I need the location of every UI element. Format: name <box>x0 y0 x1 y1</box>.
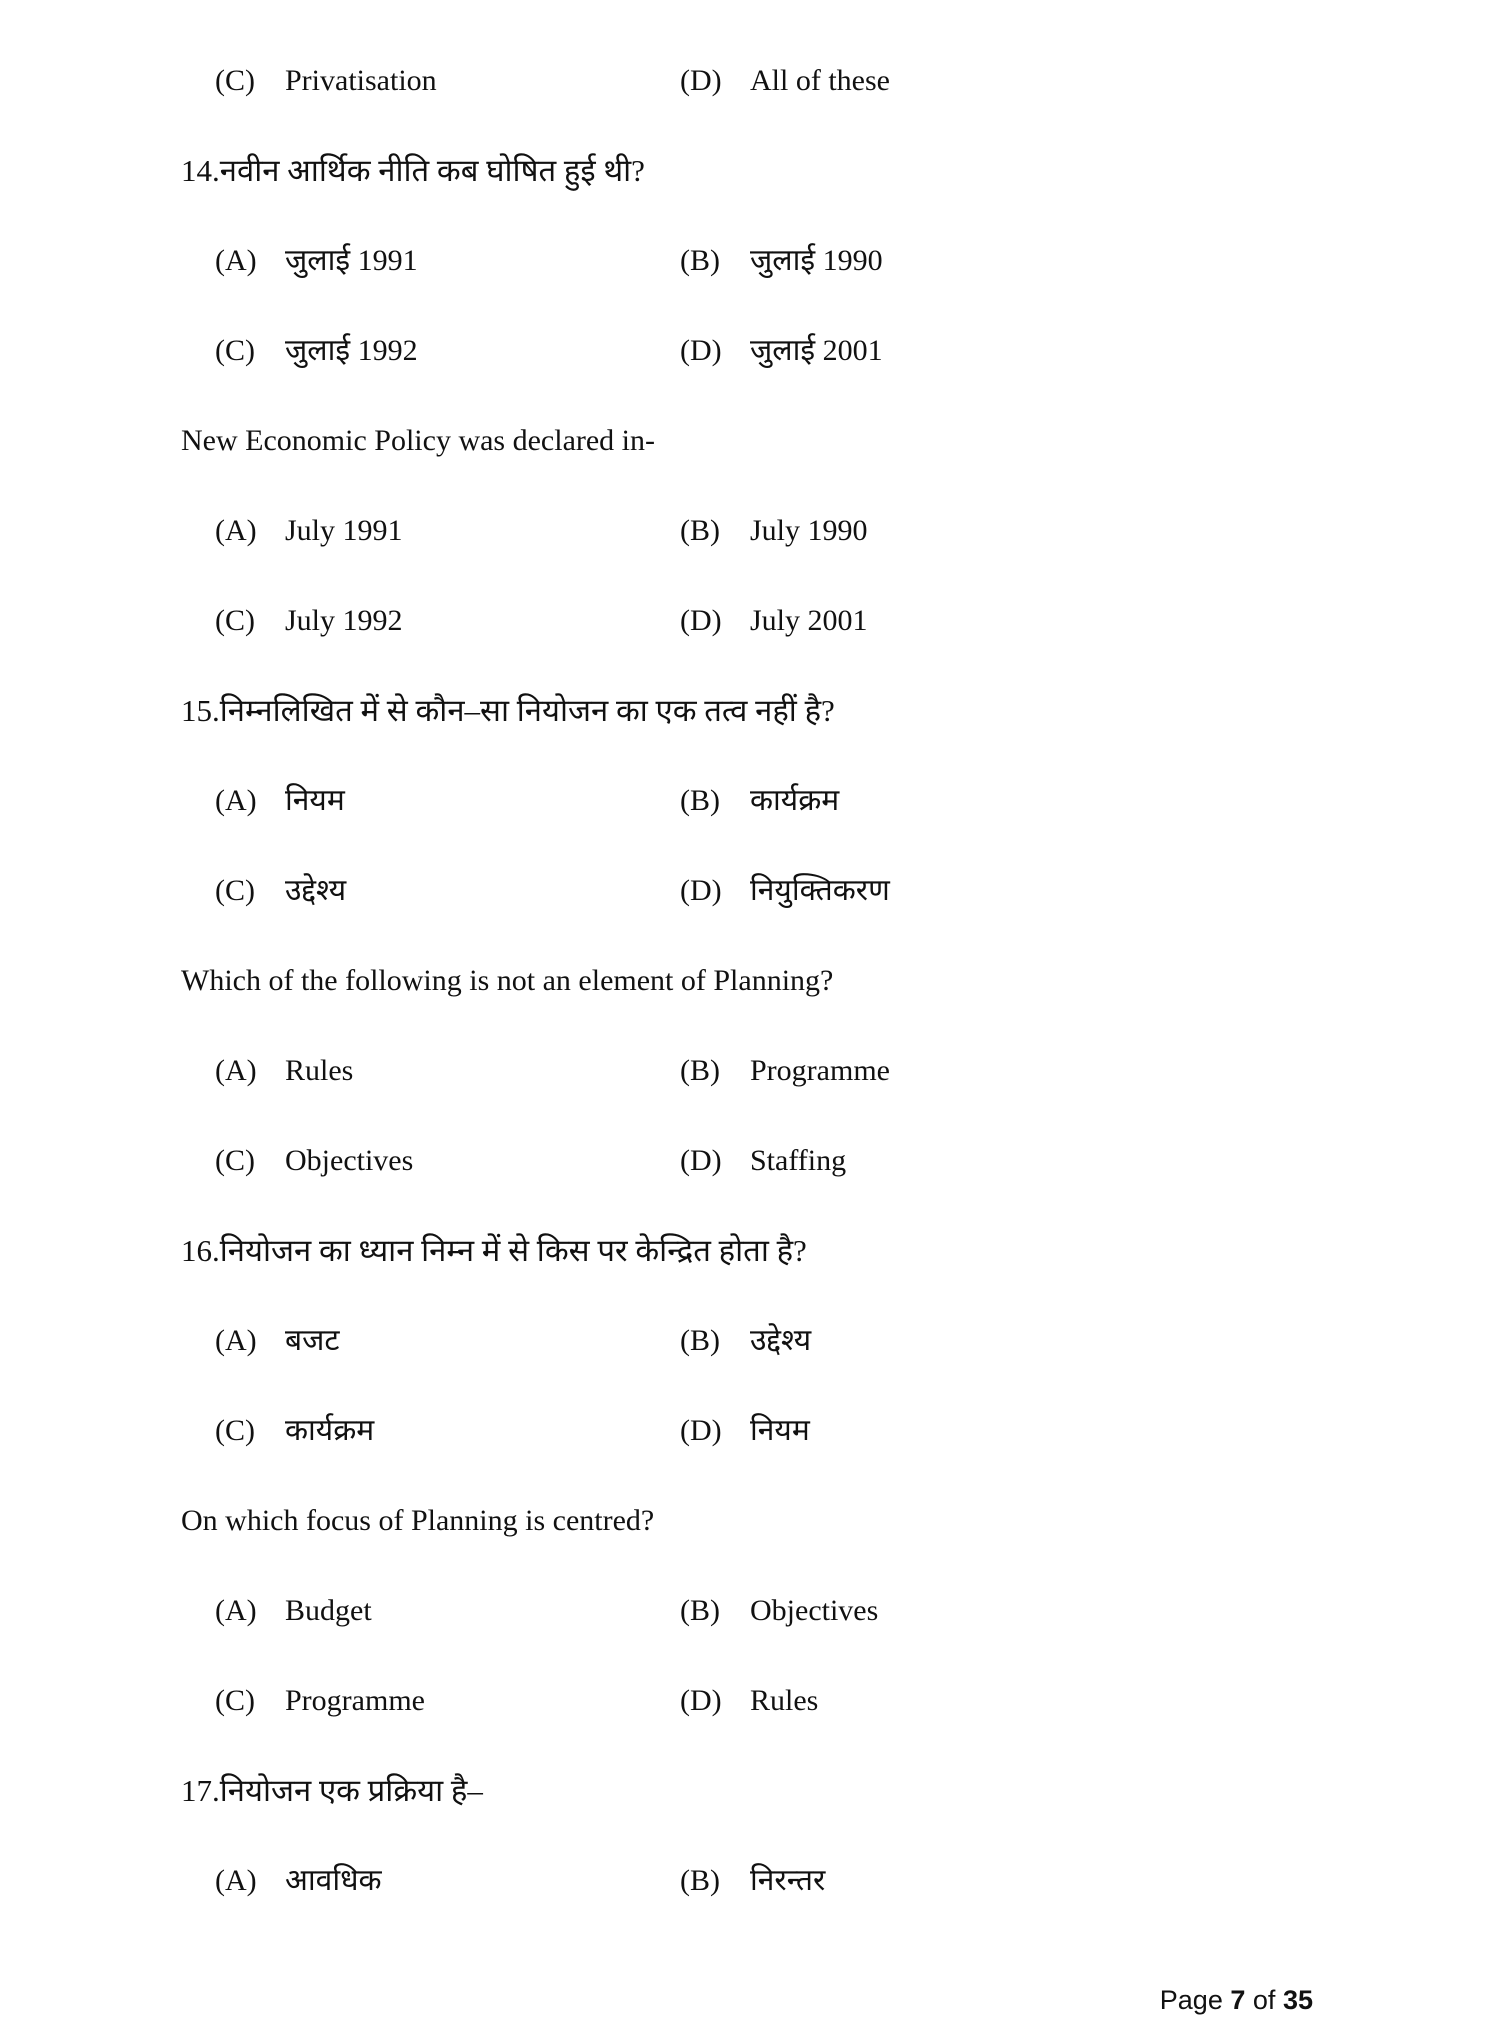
option-row <box>0 60 1505 102</box>
option-a <box>215 1590 680 1632</box>
option-text: निरन्तर <box>750 1864 826 1897</box>
option-text: नियम <box>285 784 345 817</box>
option-c <box>215 60 680 102</box>
option-row <box>0 1320 1505 1362</box>
option-label: (A) <box>215 1054 257 1087</box>
option-row <box>0 510 1505 552</box>
option-text: July 1991 <box>285 514 403 547</box>
option-a <box>215 240 680 282</box>
option-text: Staffing <box>750 1144 847 1177</box>
option-label: (A) <box>215 784 257 817</box>
option-label: (A) <box>215 1864 257 1897</box>
option-text: Programme <box>285 1684 425 1717</box>
option-label: (D) <box>680 874 722 907</box>
option-label: (B) <box>680 1594 720 1627</box>
option-label: (C) <box>215 874 255 907</box>
option-label: (C) <box>215 334 255 367</box>
option-text: उद्देश्य <box>285 874 347 907</box>
option-row <box>0 240 1505 282</box>
question-16-hindi: 16.नियोजन का ध्यान निम्न में से किस पर केन्द्रित होता है? <box>181 1233 807 1268</box>
option-text: जुलाई 1992 <box>285 334 418 367</box>
option-a <box>215 1860 680 1902</box>
option-b <box>680 780 1145 822</box>
option-text: All of these <box>750 64 890 97</box>
option-label: (B) <box>680 1054 720 1087</box>
option-c <box>215 600 680 642</box>
question-14-english: New Economic Policy was declared in- <box>181 424 656 457</box>
option-d <box>680 600 1145 642</box>
option-text: Rules <box>285 1054 354 1087</box>
option-label: (C) <box>215 1144 255 1177</box>
footer-page-number: 7 <box>1230 1985 1246 2015</box>
question-16-english: On which focus of Planning is centred? <box>181 1504 655 1537</box>
option-label: (A) <box>215 1324 257 1357</box>
option-d <box>680 1680 1145 1722</box>
option-text: July 2001 <box>750 604 868 637</box>
option-a <box>215 1050 680 1092</box>
page-footer <box>1160 1985 1313 2016</box>
option-label: (B) <box>680 1864 720 1897</box>
footer-page-total: 35 <box>1282 1985 1313 2015</box>
option-text: कार्यक्रम <box>750 784 840 817</box>
option-b <box>680 1590 1145 1632</box>
option-label: (B) <box>680 244 720 277</box>
option-label: (D) <box>680 334 722 367</box>
option-label: (A) <box>215 244 257 277</box>
option-b <box>680 1050 1145 1092</box>
option-label: (A) <box>215 514 257 547</box>
option-row <box>0 600 1505 642</box>
option-text: नियम <box>750 1414 810 1447</box>
option-text: आवधिक <box>285 1864 382 1897</box>
option-d <box>680 330 1145 372</box>
option-b <box>680 240 1145 282</box>
option-b <box>680 1860 1145 1902</box>
footer-page-label: Page <box>1159 1985 1223 2015</box>
option-text: Programme <box>750 1054 890 1087</box>
option-text: Privatisation <box>285 64 437 97</box>
option-a <box>215 510 680 552</box>
option-row <box>0 1140 1505 1182</box>
option-text: Objectives <box>285 1144 414 1177</box>
option-a <box>215 780 680 822</box>
option-row <box>0 1860 1505 1902</box>
option-label: (C) <box>215 64 255 97</box>
option-label: (B) <box>680 1324 720 1357</box>
option-label: (D) <box>680 1144 722 1177</box>
option-label: (C) <box>215 1684 255 1717</box>
option-label: (B) <box>680 784 720 817</box>
option-text: Budget <box>285 1594 372 1627</box>
option-c <box>215 1680 680 1722</box>
option-text: नियुक्तिकरण <box>750 874 890 907</box>
option-label: (C) <box>215 1414 255 1447</box>
question-15-english: Which of the following is not an element of Planning? <box>181 964 834 997</box>
option-text: July 1992 <box>285 604 403 637</box>
option-b <box>680 1320 1145 1362</box>
option-label: (B) <box>680 514 720 547</box>
option-d <box>680 1140 1145 1182</box>
option-text: उद्देश्य <box>750 1324 812 1357</box>
option-label: (A) <box>215 1594 257 1627</box>
option-c <box>215 870 680 912</box>
option-c <box>215 1410 680 1452</box>
option-d <box>680 60 1145 102</box>
question-15-hindi: 15.निम्नलिखित में से कौन–सा नियोजन का एक तत्व नहीं है? <box>181 693 835 728</box>
option-row <box>0 1590 1505 1632</box>
option-label: (D) <box>680 604 722 637</box>
option-c <box>215 1140 680 1182</box>
option-text: Rules <box>750 1684 819 1717</box>
option-row <box>0 1680 1505 1722</box>
option-label: (D) <box>680 1684 722 1717</box>
option-row <box>0 1050 1505 1092</box>
option-a <box>215 1320 680 1362</box>
option-text: जुलाई 2001 <box>750 334 883 367</box>
option-row <box>0 780 1505 822</box>
option-label: (D) <box>680 64 722 97</box>
option-text: जुलाई 1991 <box>285 244 418 277</box>
option-text: कार्यक्रम <box>285 1414 375 1447</box>
option-d <box>680 870 1145 912</box>
option-row <box>0 870 1505 912</box>
option-label: (D) <box>680 1414 722 1447</box>
footer-of-label: of <box>1252 1985 1276 2015</box>
question-14-hindi: 14.नवीन आर्थिक नीति कब घोषित हुई थी? <box>181 153 645 188</box>
option-d <box>680 1410 1145 1452</box>
option-text: Objectives <box>750 1594 879 1627</box>
option-row <box>0 330 1505 372</box>
option-text: जुलाई 1990 <box>750 244 883 277</box>
option-b <box>680 510 1145 552</box>
option-text: बजट <box>285 1324 340 1357</box>
question-17-hindi: 17.नियोजन एक प्रक्रिया है– <box>181 1773 483 1808</box>
option-text: July 1990 <box>750 514 868 547</box>
option-row <box>0 1410 1505 1452</box>
option-c <box>215 330 680 372</box>
option-label: (C) <box>215 604 255 637</box>
